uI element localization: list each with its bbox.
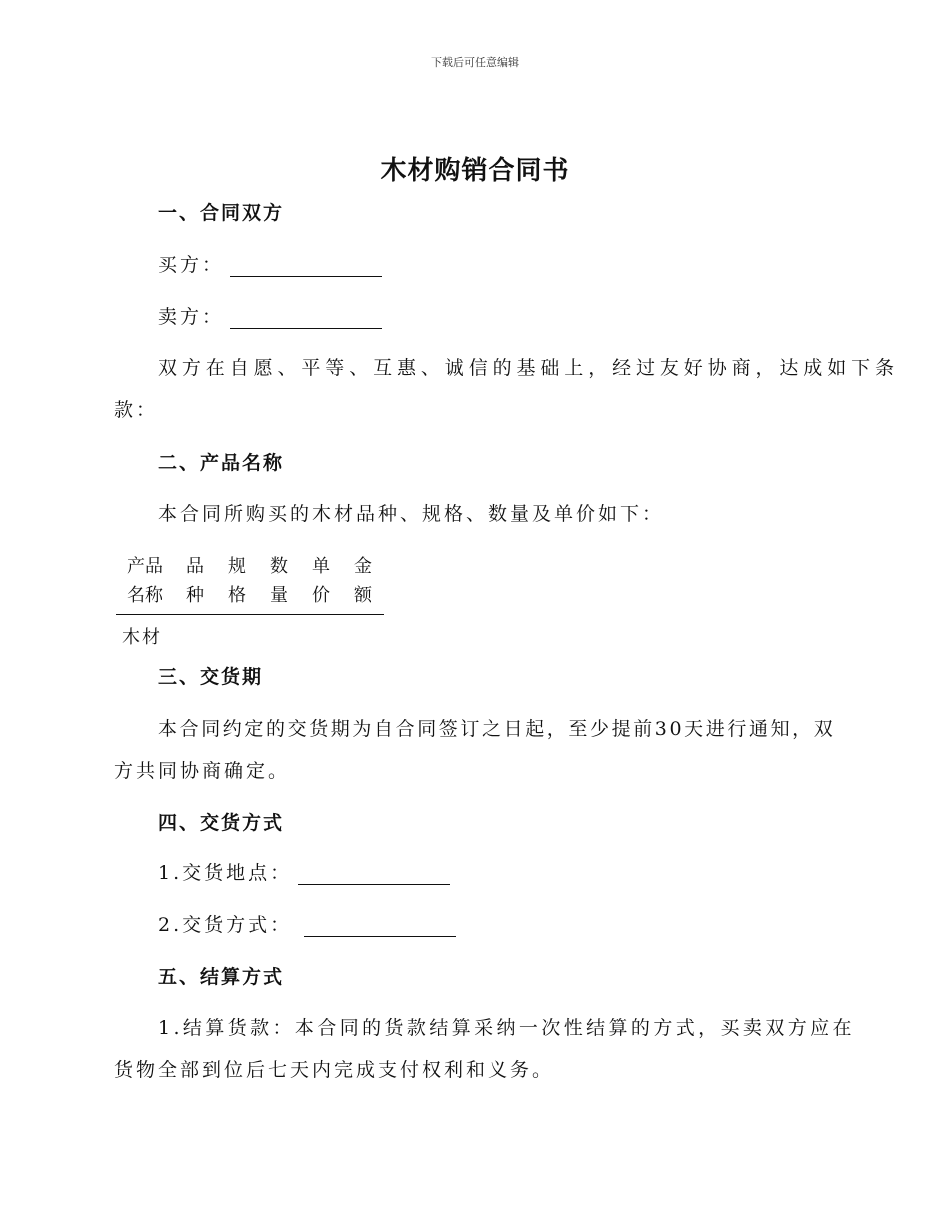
delivery-method-line: [158, 910, 456, 937]
col-header-product-name: 产品 名称: [127, 556, 163, 606]
seller-line: [158, 302, 382, 329]
section-heading-delivery-period: 三、交货期: [158, 666, 264, 688]
col-header-variety: 品 种: [186, 556, 204, 606]
product-intro: 本合同所购买的木材品种、规格、数量及单价如下：: [158, 503, 665, 525]
table-row: 木材: [122, 627, 162, 648]
delivery-location-blank: [298, 864, 450, 885]
header-note: 下载后可任意编辑: [431, 56, 519, 69]
product-table-header: [116, 552, 384, 615]
document-title: 木材购销合同书: [380, 156, 570, 186]
col-header-unit-price: 单 价: [312, 556, 330, 606]
section-heading-settlement: 五、结算方式: [158, 966, 285, 988]
settlement-line2: 货物全部到位后七天内完成支付权利和义务。: [114, 1059, 555, 1081]
delivery-location-line: [158, 858, 450, 885]
buyer-line: [158, 250, 382, 277]
buyer-label: 买方：: [158, 254, 225, 276]
section-heading-parties: 一、合同双方: [158, 202, 285, 224]
col-header-spec: 规 格: [228, 556, 246, 606]
delivery-method-blank: [304, 916, 456, 937]
product-table: [116, 552, 384, 649]
intro-paragraph-line1: 双方在自愿、平等、互惠、诚信的基础上，经过友好协商，达成如下条: [158, 357, 899, 379]
delivery-period-line2: 方共同协商确定。: [114, 760, 291, 782]
intro-paragraph-line2: 款：: [114, 399, 159, 421]
col-header-quantity: 数 量: [270, 556, 288, 606]
seller-blank: [230, 308, 382, 329]
delivery-period-line1: 本合同约定的交货期为自合同签订之日起，至少提前30天进行通知，双: [158, 718, 836, 740]
settlement-line1: 1.结算货款：本合同的货款结算采纳一次性结算的方式，买卖双方应在: [158, 1017, 855, 1039]
buyer-blank: [230, 256, 382, 277]
delivery-method-label: 2.交货方式：: [158, 914, 293, 936]
section-heading-product: 二、产品名称: [158, 452, 285, 474]
delivery-location-label: 1.交货地点：: [158, 862, 293, 884]
col-header-amount: 金 额: [354, 556, 372, 606]
seller-label: 卖方：: [158, 306, 225, 328]
section-heading-delivery-method: 四、交货方式: [158, 812, 285, 834]
